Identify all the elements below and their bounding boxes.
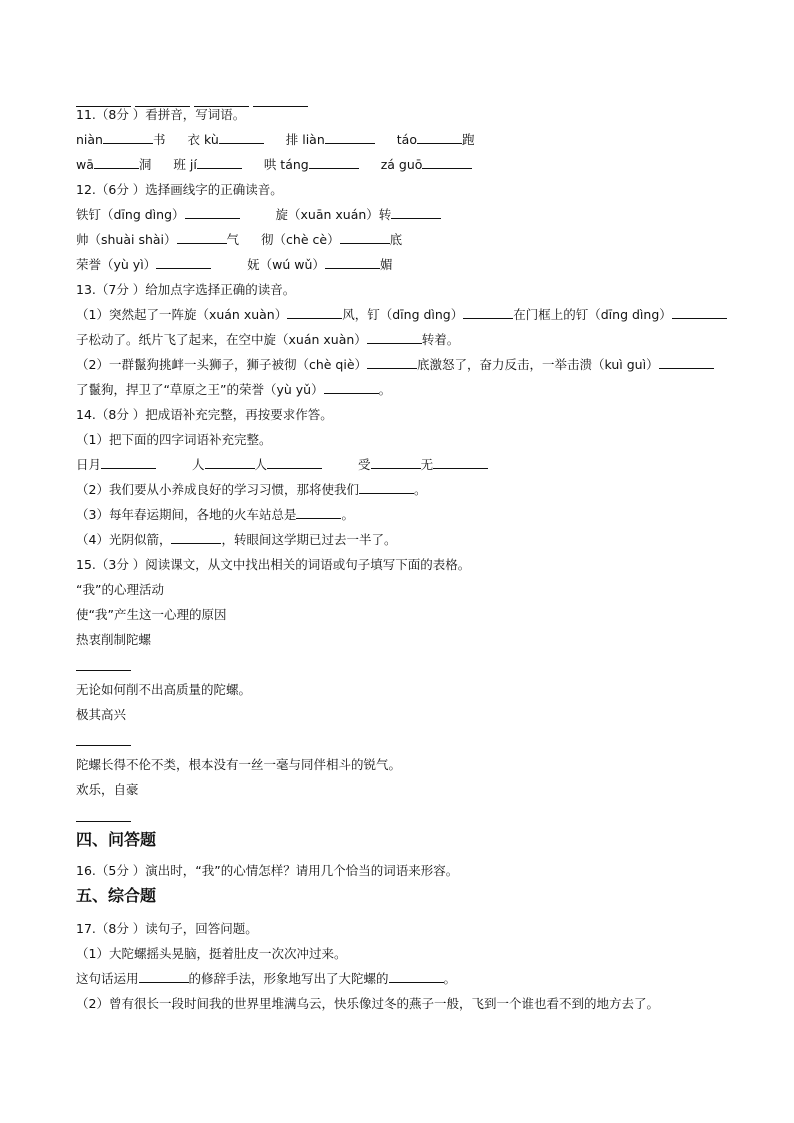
q13-title: 13.（7分 ）给加点字选择正确的读音。: [76, 282, 296, 297]
section-heading-4: 四、问答题: [76, 830, 157, 849]
answer-blank[interactable]: [367, 331, 422, 344]
answer-blank[interactable]: [76, 744, 131, 746]
answer-blank[interactable]: [219, 131, 264, 144]
q15-row-2: 无论如何削不出高质量的陀螺。: [76, 682, 252, 697]
q15-row-4: 陀螺长得不伦不类，根本没有一丝一毫与同伴相斗的锐气。: [76, 757, 402, 772]
answer-blank[interactable]: [101, 456, 156, 469]
q14-s4: （4）光阴似箭， ，转眼间这学期已过去一半了。: [76, 532, 397, 547]
q13-p1-line1: （1）突然起了一阵旋（xuán xuàn） 风，钉（dīng dìng） 在门框上的钉（dīng dìng）: [76, 306, 727, 324]
q17-title: 17.（8分 ）读句子，回答问题。: [76, 921, 258, 936]
q14-s2: （2）我们要从小养成良好的学习习惯，那将使我们 。: [76, 482, 427, 497]
q15-row-1: 热衷削制陀螺: [76, 632, 152, 647]
q12-title: 12.（6分 ）选择画线字的正确读音。: [76, 182, 283, 197]
q13-p2-line2: 了鬣狗，捍卫了“草原之王”的荣誉（yù yǔ） 。: [76, 382, 392, 397]
answer-blank[interactable]: [296, 506, 341, 519]
answer-blank[interactable]: [422, 156, 472, 169]
q14-s3: （3）每年春运期间，各地的火车站总是 。: [76, 507, 354, 522]
answer-blank[interactable]: [389, 970, 444, 983]
answer-blank[interactable]: [433, 456, 488, 469]
answer-blank[interactable]: [417, 131, 462, 144]
q12-row3: 荣誉（yù yì） 妩（wú wǔ） 媚: [76, 257, 393, 272]
answer-blank[interactable]: [463, 306, 513, 319]
answer-blank[interactable]: [197, 156, 242, 169]
answer-blank[interactable]: [205, 456, 255, 469]
answer-blank[interactable]: [359, 481, 414, 494]
answer-blank[interactable]: [139, 970, 189, 983]
q12-row1: 铁钉（dīng dìng） 旋（xuān xuán）转: [76, 206, 441, 224]
answer-blank[interactable]: [325, 256, 380, 269]
answer-blank[interactable]: [367, 356, 417, 369]
answer-blank[interactable]: [177, 231, 227, 244]
answer-blank[interactable]: [340, 231, 390, 244]
answer-blank[interactable]: [659, 356, 714, 369]
answer-blank[interactable]: [76, 820, 131, 822]
answer-blank[interactable]: [672, 306, 727, 319]
answer-blank[interactable]: [267, 456, 322, 469]
q14-title: 14.（8分 ）把成语补充完整，再按要求作答。: [76, 407, 333, 422]
q15-row-5: 欢乐，自豪: [76, 782, 139, 797]
q13-p2-line1: （2）一群鬣狗挑衅一头狮子，狮子被彻（chè qiè） 底激怒了，奋力反击，一举击溃（kuì guì）: [76, 356, 714, 374]
answer-blank[interactable]: [76, 669, 131, 671]
q15-row-3: 极其高兴: [76, 707, 127, 722]
q11-row1: niàn 书 衣 kù 排 liàn táo 跑: [76, 132, 475, 147]
q12-row2: 帅（shuài shài） 气 彻（chè cè） 底: [76, 232, 403, 247]
answer-blank[interactable]: [391, 206, 441, 219]
q15-header-2: 使“我”产生这一心理的原因: [76, 607, 227, 622]
q11-row2: wā 洞 班 jí 哄 táng zá guō: [76, 156, 472, 174]
answer-blank[interactable]: [103, 131, 153, 144]
q16: 16.（5分 ）演出时，“我”的心情怎样？请用几个恰当的词语来形容。: [76, 863, 459, 878]
q14-s1: （1）把下面的四字词语补充完整。: [76, 432, 272, 447]
answer-blank[interactable]: [171, 531, 221, 544]
q13-p1-line2: 子松动了。纸片飞了起来，在空中旋（xuán xuàn） 转着。: [76, 332, 460, 347]
q17-s1-question: 这句话运用 的修辞手法，形象地写出了大陀螺的 。: [76, 971, 457, 986]
answer-blank[interactable]: [185, 206, 240, 219]
answer-blank[interactable]: [156, 256, 211, 269]
answer-blank[interactable]: [309, 156, 359, 169]
q14-idioms: 日月 人 人 受 无: [76, 456, 488, 474]
q15-header-1: “我”的心理活动: [76, 582, 164, 597]
answer-blank[interactable]: [287, 306, 342, 319]
answer-blank[interactable]: [371, 456, 421, 469]
q17-s2: （2）曾有很长一段时间我的世界里堆满乌云，快乐像过冬的燕子一般，飞到一个谁也看不到的地方去了。: [76, 996, 659, 1011]
q15-title: 15.（3分 ）阅读课文，从文中找出相关的词语或句子填写下面的表格。: [76, 557, 471, 572]
q11-title: 11.（8分 ）看拼音，写词语。: [76, 107, 246, 122]
answer-blank[interactable]: [94, 156, 139, 169]
answer-blank[interactable]: [324, 381, 379, 394]
answer-blank[interactable]: [325, 131, 375, 144]
section-heading-5: 五、综合题: [76, 886, 157, 905]
q17-s1: （1）大陀螺摇头晃脑，挺着肚皮一次次冲过来。: [76, 946, 347, 961]
